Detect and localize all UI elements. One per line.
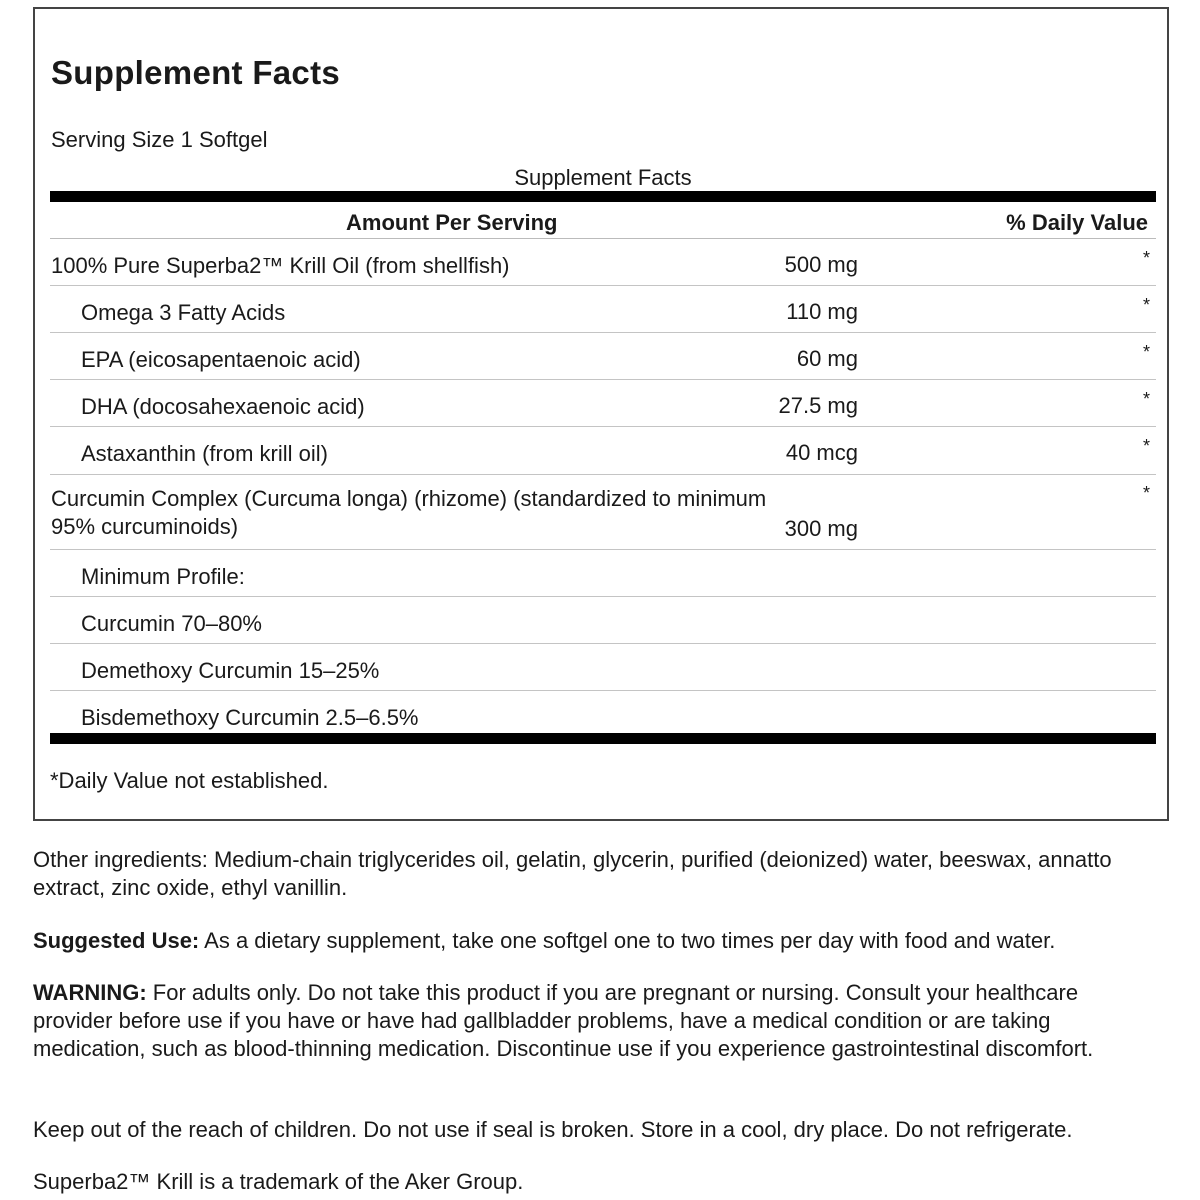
- supplement-facts-panel: [33, 7, 1169, 821]
- row-name-line-2: 95% curcuminoids): [51, 514, 239, 539]
- row-name: Curcumin 70–80%: [81, 611, 262, 636]
- row-amount: 500 mg: [784, 252, 858, 277]
- row-daily-value: *: [1142, 436, 1150, 456]
- row-name: Omega 3 Fatty Acids: [81, 300, 286, 325]
- row-name: Bisdemethoxy Curcumin 2.5–6.5%: [81, 705, 419, 730]
- row-name-line-1: Curcumin Complex (Curcuma longa) (rhizome) (standardized to minimum: [51, 486, 767, 511]
- row-daily-value: *: [1142, 342, 1150, 362]
- suggested-use-text: As a dietary supplement, take one softgel one to two times per day with food and water.: [199, 928, 1056, 953]
- table-row: [50, 597, 1156, 644]
- row-name: DHA (docosahexaenoic acid): [81, 394, 365, 419]
- table-row: [50, 286, 1156, 333]
- row-name: 100% Pure Superba2™ Krill Oil (from shellfish): [51, 253, 510, 278]
- row-daily-value: *: [1142, 389, 1150, 409]
- other-ingredients: Other ingredients: Medium-chain triglycerides oil, gelatin, glycerin, purified (deionized) water, beeswax, annatto extract, zinc oxide, ethyl vanillin.: [33, 847, 1112, 900]
- row-amount: 40 mcg: [785, 440, 858, 465]
- warning-text: For adults only. Do not take this product if you are pregnant or nursing. Consult your healthcare provider before use if you have or have had gallbladder problems, have a medical condition or are taking medication, such as blood-thinning medication. Discontinue use if you experience gastrointestinal discomfort.: [33, 980, 1094, 1061]
- table-row: [50, 380, 1156, 427]
- row-name: Astaxanthin (from krill oil): [81, 441, 328, 466]
- row-name: Demethoxy Curcumin 15–25%: [81, 658, 380, 683]
- header-amount-per-serving: Amount Per Serving: [346, 210, 558, 235]
- table-row: [50, 550, 1156, 597]
- row-amount: 27.5 mg: [778, 393, 858, 418]
- table-row: [50, 644, 1156, 691]
- table-row: [50, 691, 1156, 733]
- row-daily-value: *: [1142, 248, 1150, 268]
- storage-instructions: Keep out of the reach of children. Do not use if seal is broken. Store in a cool, dry place. Do not refrigerate.: [33, 1117, 1073, 1142]
- top-divider: [50, 191, 1156, 202]
- table-row: [50, 475, 1156, 550]
- header-daily-value: % Daily Value: [1006, 210, 1148, 235]
- row-amount: 110 mg: [786, 299, 858, 324]
- row-daily-value: *: [1142, 295, 1150, 315]
- table-header: [50, 202, 1156, 239]
- bottom-divider: [50, 733, 1156, 744]
- table-caption: Supplement Facts: [514, 165, 692, 190]
- row-name: Minimum Profile:: [81, 564, 245, 589]
- row-amount: 60 mg: [796, 346, 858, 371]
- row-amount: 300 mg: [784, 516, 858, 541]
- suggested-use-label: Suggested Use:: [33, 928, 200, 953]
- warning: [33, 979, 1163, 1063]
- serving-size: Serving Size 1 Softgel: [51, 127, 268, 152]
- table-row: [50, 333, 1156, 380]
- suggested-use: [33, 927, 1183, 955]
- table-row: [50, 427, 1156, 475]
- row-name: [51, 485, 766, 541]
- row-daily-value: *: [1142, 483, 1150, 503]
- trademark-notice: Superba2™ Krill is a trademark of the Aker Group.: [33, 1169, 524, 1194]
- table-row: [50, 239, 1156, 286]
- facts-title: Supplement Facts: [51, 54, 341, 91]
- row-name: EPA (eicosapentaenoic acid): [81, 347, 361, 372]
- warning-label: WARNING:: [33, 980, 147, 1005]
- daily-value-footnote: *Daily Value not established.: [50, 768, 329, 793]
